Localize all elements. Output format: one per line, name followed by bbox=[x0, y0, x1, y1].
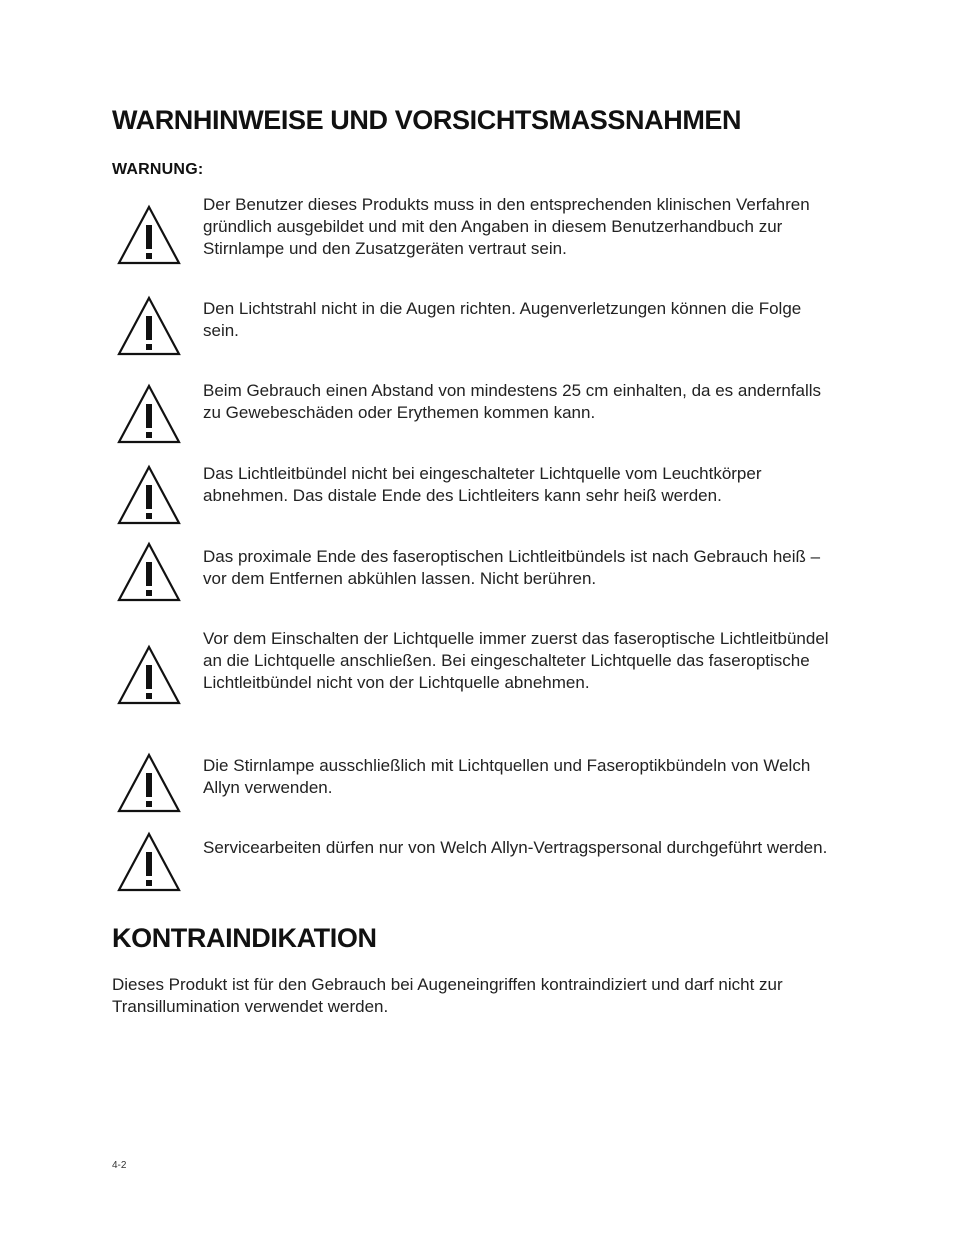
warning-triangle-icon bbox=[116, 644, 182, 706]
warning-triangle-icon bbox=[116, 295, 182, 357]
warning-triangle-icon bbox=[116, 204, 182, 266]
page-number: 4-2 bbox=[112, 1160, 127, 1171]
warnings-heading: WARNHINWEISE UND VORSICHTSMASSNAHMEN bbox=[112, 105, 742, 135]
warning-triangle-icon bbox=[116, 383, 182, 445]
warning-triangle-icon bbox=[116, 541, 182, 603]
warning-text: Den Lichtstrahl nicht in die Augen richten. Augenverletzungen können die Folge sein. bbox=[203, 299, 802, 340]
warning-triangle-icon bbox=[116, 752, 182, 814]
warning-text: Der Benutzer dieses Produkts muss in den entsprechenden klinischen Verfahren gründlich ausgebildet und mit den Angaben in diesem Benutzerhandbuch zur Stirnlampe und den Zusatzgeräten vertraut sein. bbox=[203, 195, 810, 258]
warning-text: Vor dem Einschalten der Lichtquelle immer zuerst das faseroptische Lichtleitbündel an die Lichtquelle anschließen. Bei eingeschalteter Lichtquelle das faseroptische Lichtleitbündel nicht von der Lichtquelle abnehmen. bbox=[203, 629, 829, 692]
warning-triangle-icon bbox=[116, 464, 182, 526]
warning-text: Servicearbeiten dürfen nur von Welch Allyn-Vertragspersonal durchgeführt werden. bbox=[203, 838, 828, 857]
warning-text: Beim Gebrauch einen Abstand von mindestens 25 cm einhalten, da es andernfalls zu Gewebeschäden oder Erythemen kommen kann. bbox=[203, 381, 822, 422]
warning-triangle-icon bbox=[116, 831, 182, 893]
warning-text: Die Stirnlampe ausschließlich mit Lichtquellen und Faseroptikbündeln von Welch Allyn verwenden. bbox=[203, 756, 811, 797]
contraindication-heading: KONTRAINDIKATION bbox=[112, 923, 377, 953]
warning-text: Das proximale Ende des faseroptischen Lichtleitbündels ist nach Gebrauch heiß – vor dem Entfernen abkühlen lassen. Nicht berühren. bbox=[203, 547, 821, 588]
contraindication-text: Dieses Produkt ist für den Gebrauch bei Augeneingriffen kontraindiziert und darf nicht zur Transillumination verwendet werden. bbox=[112, 975, 783, 1016]
warning-label: WARNUNG: bbox=[112, 161, 204, 178]
warning-text: Das Lichtleitbündel nicht bei eingeschalteter Lichtquelle vom Leuchtkörper abnehmen. Das distale Ende des Lichtleiters kann sehr heiß werden. bbox=[203, 464, 762, 505]
